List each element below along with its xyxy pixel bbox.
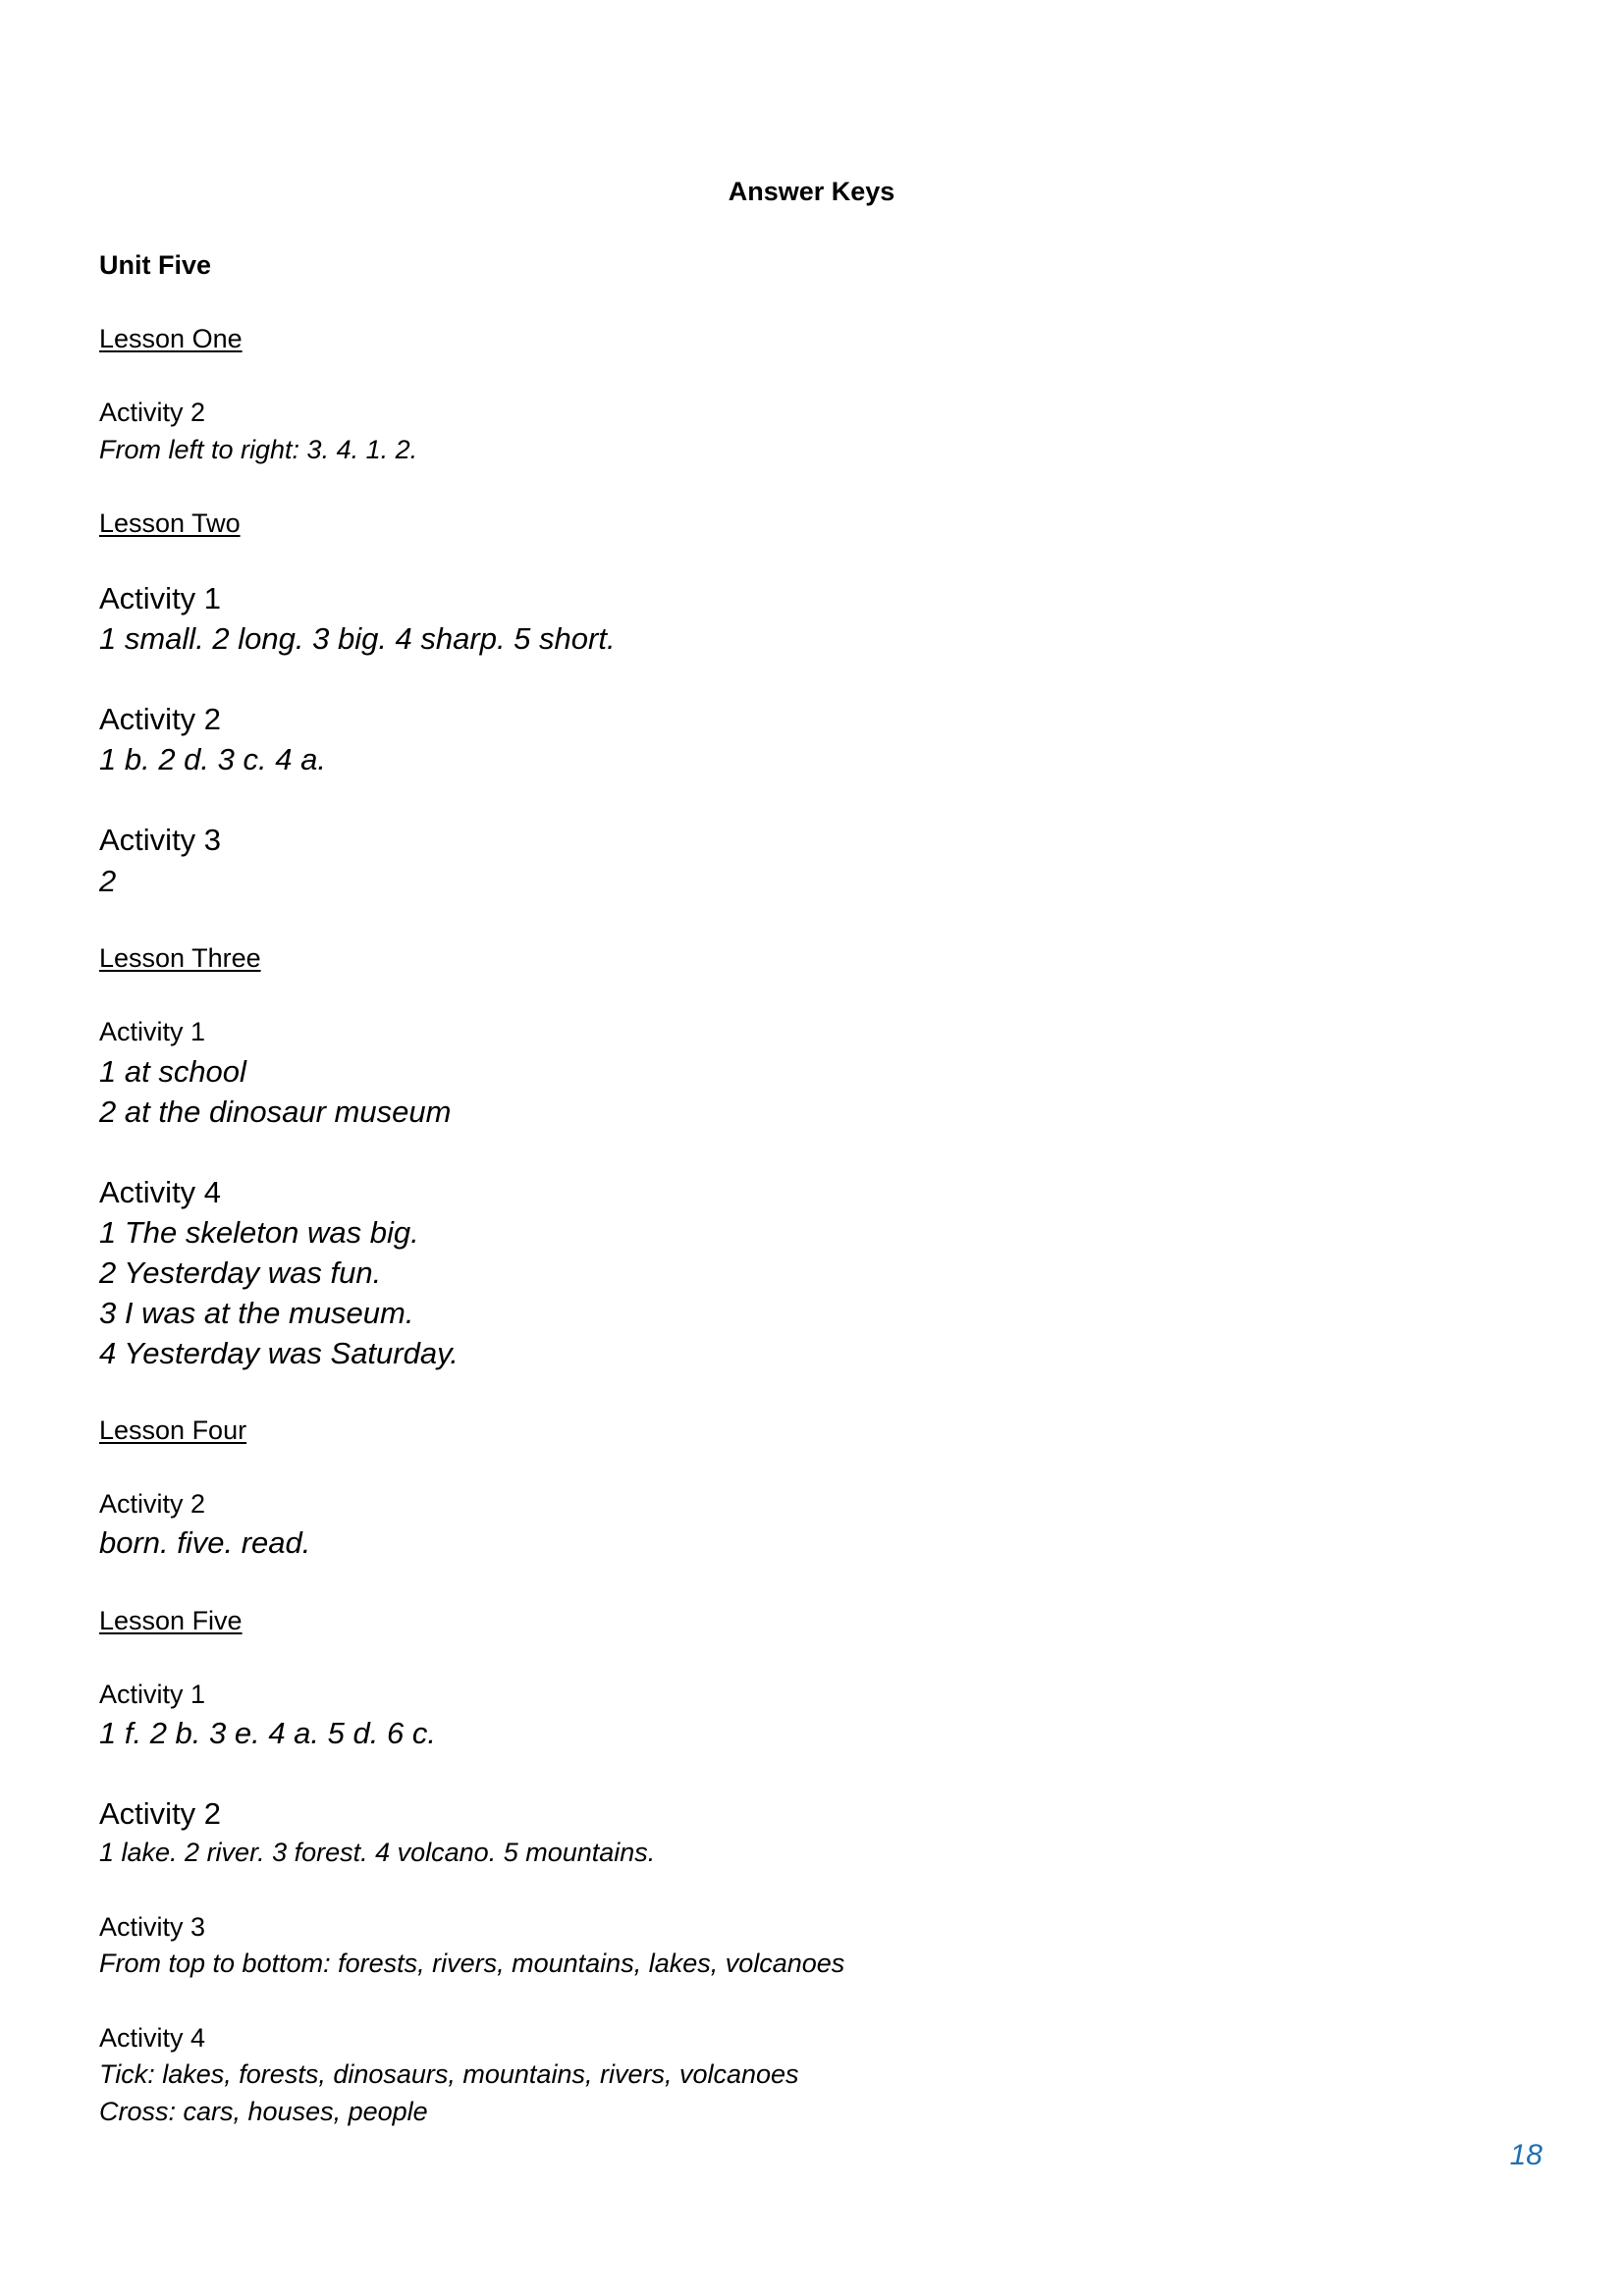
lesson-heading: Lesson Two — [99, 508, 241, 538]
answer-line: 1 at school — [99, 1054, 246, 1089]
answer-line: 2 Yesterday was fun. — [99, 1255, 382, 1290]
lesson-heading: Lesson One — [99, 324, 243, 353]
page-number: 18 — [1509, 2139, 1542, 2171]
answer-line: 1 b. 2 d. 3 c. 4 a. — [99, 742, 326, 776]
answer-line: born. five. read. — [99, 1525, 311, 1560]
answer-line: 1 lake. 2 river. 3 forest. 4 volcano. 5 mountains. — [99, 1838, 656, 1867]
activity-label: Activity 1 — [99, 1680, 206, 1709]
answer-line: From top to bottom: forests, rivers, mountains, lakes, volcanoes — [99, 1949, 845, 1978]
lesson-heading: Lesson Three — [99, 943, 261, 973]
answer-line: 2 — [99, 864, 117, 898]
answer-line: 1 small. 2 long. 3 big. 4 sharp. 5 short. — [99, 621, 616, 656]
activity-label: Activity 4 — [99, 1175, 222, 1209]
answer-line: 1 The skeleton was big. — [99, 1215, 419, 1250]
activity-label: Activity 2 — [99, 1796, 222, 1831]
answer-line: 4 Yesterday was Saturday. — [99, 1336, 459, 1370]
answer-line: Cross: cars, houses, people — [99, 2097, 428, 2126]
lesson-heading: Lesson Five — [99, 1606, 243, 1635]
activity-label: Activity 1 — [99, 1017, 206, 1046]
activity-label: Activity 2 — [99, 398, 206, 427]
activity-label: Activity 1 — [99, 581, 222, 615]
answer-line: 2 at the dinosaur museum — [99, 1095, 452, 1129]
activity-label: Activity 4 — [99, 2023, 206, 2053]
answer-line: 1 f. 2 b. 3 e. 4 a. 5 d. 6 c. — [99, 1716, 436, 1750]
activity-label: Activity 3 — [99, 823, 222, 857]
activity-label: Activity 2 — [99, 1489, 206, 1519]
activity-label: Activity 2 — [99, 702, 222, 736]
lesson-heading: Lesson Four — [99, 1415, 247, 1445]
activity-label: Activity 3 — [99, 1912, 206, 1942]
answer-line: From left to right: 3. 4. 1. 2. — [99, 435, 418, 464]
unit-heading: Unit Five — [99, 250, 212, 280]
answer-line: 3 I was at the museum. — [99, 1296, 414, 1330]
answer-line: Tick: lakes, forests, dinosaurs, mountains, rivers, volcanoes — [99, 2059, 799, 2089]
page-title: Answer Keys — [728, 177, 895, 206]
